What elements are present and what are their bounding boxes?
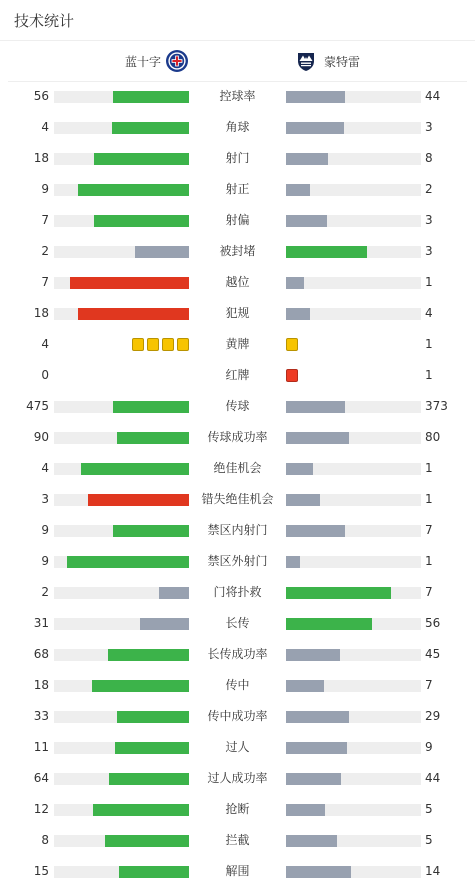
home-bar-fill — [78, 308, 189, 320]
away-bar-track — [286, 184, 421, 196]
stat-row — [0, 732, 475, 763]
stat-row — [0, 763, 475, 794]
stat-label: 长传成功率 — [207, 647, 268, 661]
home-bar-track — [54, 91, 189, 103]
away-bar-track — [286, 153, 421, 165]
away-bar-fill — [286, 618, 372, 630]
away-bar-fill — [286, 587, 391, 599]
away-bar-fill — [286, 680, 324, 692]
home-stat-value: 9 — [41, 182, 49, 196]
stat-label: 黄牌 — [225, 337, 250, 351]
stat-row — [0, 112, 475, 143]
away-stat-value: 29 — [425, 709, 441, 723]
home-bar-fill — [105, 835, 189, 847]
away-bar-track — [286, 742, 421, 754]
stat-row — [0, 856, 475, 887]
away-stat-value: 3 — [425, 120, 433, 134]
away-stat-value: 5 — [425, 802, 433, 816]
stat-label: 角球 — [225, 120, 250, 134]
home-bar-track — [54, 618, 189, 630]
home-bar-track — [54, 494, 189, 506]
away-bar-track — [286, 711, 421, 723]
stat-label: 越位 — [225, 275, 250, 289]
home-bar-track — [54, 184, 189, 196]
home-stat-value: 475 — [26, 399, 49, 413]
home-bar-fill — [117, 711, 189, 723]
home-stat-value: 7 — [41, 275, 49, 289]
away-stat-value: 7 — [425, 523, 433, 537]
stat-label: 长传 — [225, 616, 250, 630]
away-bar-fill — [286, 246, 367, 258]
home-bar-fill — [67, 556, 189, 568]
home-bar-fill — [117, 432, 189, 444]
home-stat-value: 4 — [41, 337, 49, 351]
away-stat-value: 44 — [425, 89, 441, 103]
stat-label: 过人 — [225, 740, 250, 754]
home-stat-value: 11 — [33, 740, 49, 754]
stat-label: 传中 — [225, 678, 250, 692]
away-bar-track — [286, 246, 421, 258]
away-bar-track — [286, 773, 421, 785]
stat-row — [0, 639, 475, 670]
home-bar-fill — [135, 246, 189, 258]
away-bar-track — [286, 432, 421, 444]
away-stat-value: 1 — [425, 275, 433, 289]
home-bar-fill — [112, 122, 189, 134]
monterrey-logo-icon — [294, 49, 318, 73]
away-bar-track — [286, 91, 421, 103]
stat-label: 解围 — [225, 864, 250, 878]
home-stat-value: 8 — [41, 833, 49, 847]
away-bar-fill — [286, 711, 349, 723]
home-stat-value: 18 — [33, 306, 49, 320]
stat-label: 传中成功率 — [207, 709, 268, 723]
home-bar-fill — [115, 742, 189, 754]
stat-label: 红牌 — [225, 368, 250, 382]
stat-row — [0, 546, 475, 577]
away-bar-track — [286, 556, 421, 568]
away-bar-fill — [286, 308, 310, 320]
away-bar-track — [286, 215, 421, 227]
home-bar-fill — [78, 184, 189, 196]
home-stat-value: 9 — [41, 523, 49, 537]
home-bar-track — [54, 432, 189, 444]
stat-row — [0, 484, 475, 515]
stat-label: 过人成功率 — [207, 771, 268, 785]
away-stat-value: 1 — [425, 368, 433, 382]
home-bar-track — [54, 711, 189, 723]
home-stat-value: 2 — [41, 244, 49, 258]
home-stat-value: 31 — [33, 616, 49, 630]
away-bar-fill — [286, 835, 337, 847]
away-stat-value: 45 — [425, 647, 441, 661]
away-stat-value: 1 — [425, 492, 433, 506]
away-stat-value: 7 — [425, 678, 433, 692]
home-stat-value: 18 — [33, 678, 49, 692]
away-stat-value: 9 — [425, 740, 433, 754]
home-bar-track — [54, 401, 189, 413]
home-bar-fill — [119, 866, 189, 878]
stat-row — [0, 577, 475, 608]
home-bar-track — [54, 215, 189, 227]
stat-row — [0, 236, 475, 267]
home-stat-value: 15 — [33, 864, 49, 878]
home-stat-value: 18 — [33, 151, 49, 165]
away-stat-value: 8 — [425, 151, 433, 165]
page-title: 技术统计 — [14, 12, 75, 30]
away-stat-value: 14 — [425, 864, 441, 878]
home-bar-track — [54, 835, 189, 847]
home-bar-fill — [94, 153, 189, 165]
away-bar-fill — [286, 463, 313, 475]
away-stat-value: 3 — [425, 244, 433, 258]
home-bar-track — [54, 308, 189, 320]
away-stat-value: 1 — [425, 554, 433, 568]
stat-row — [0, 391, 475, 422]
away-stat-value: 5 — [425, 833, 433, 847]
stat-row — [0, 329, 475, 360]
away-stat-value: 4 — [425, 306, 433, 320]
stat-label: 门将扑救 — [213, 585, 262, 599]
home-stat-value: 33 — [33, 709, 49, 723]
away-bar-fill — [286, 525, 345, 537]
home-team[interactable] — [125, 41, 189, 81]
home-bar-fill — [88, 494, 189, 506]
away-team-name: 蒙特雷 — [324, 54, 361, 69]
away-bar-track — [286, 835, 421, 847]
yellow-card-icon — [132, 338, 144, 351]
stat-label: 犯规 — [225, 306, 250, 320]
away-bar-track — [286, 866, 421, 878]
home-bar-fill — [113, 401, 189, 413]
away-stat-value: 80 — [425, 430, 441, 444]
home-bar-track — [54, 556, 189, 568]
stat-label: 传球 — [225, 399, 250, 413]
away-bar-fill — [286, 742, 347, 754]
home-bar-fill — [92, 680, 189, 692]
home-bar-fill — [140, 618, 189, 630]
stat-row — [0, 422, 475, 453]
stat-row — [0, 453, 475, 484]
away-bar-fill — [286, 649, 340, 661]
away-bar-track — [286, 525, 421, 537]
away-bar-track — [286, 804, 421, 816]
stat-row — [0, 174, 475, 205]
home-stat-value: 9 — [41, 554, 49, 568]
home-stat-value: 64 — [33, 771, 49, 785]
stat-row — [0, 360, 475, 391]
home-bar-track — [54, 277, 189, 289]
stat-label: 射偏 — [225, 213, 250, 227]
away-bar-track — [286, 463, 421, 475]
away-bar-track — [286, 618, 421, 630]
home-stat-value: 90 — [33, 430, 49, 444]
away-bar-track — [286, 122, 421, 134]
away-stat-value: 373 — [425, 399, 448, 413]
away-stat-value: 56 — [425, 616, 441, 630]
home-bar-track — [54, 122, 189, 134]
home-bar-fill — [159, 587, 189, 599]
home-bar-fill — [108, 649, 189, 661]
home-stat-value: 0 — [41, 368, 49, 382]
away-cards — [286, 369, 298, 382]
red-card-icon — [286, 369, 298, 382]
home-stat-value: 7 — [41, 213, 49, 227]
home-stat-value: 4 — [41, 120, 49, 134]
stat-label: 禁区内射门 — [207, 523, 268, 537]
away-bar-fill — [286, 122, 344, 134]
away-bar-track — [286, 680, 421, 692]
home-bar-track — [54, 463, 189, 475]
away-bar-fill — [286, 432, 349, 444]
home-bar-track — [54, 587, 189, 599]
home-bar-track — [54, 649, 189, 661]
stat-label: 射正 — [225, 182, 250, 196]
away-stat-value: 2 — [425, 182, 433, 196]
home-bar-fill — [70, 277, 189, 289]
stat-row — [0, 267, 475, 298]
stat-row — [0, 81, 475, 112]
home-cards — [132, 338, 189, 351]
home-bar-track — [54, 153, 189, 165]
away-bar-fill — [286, 153, 328, 165]
home-bar-fill — [109, 773, 189, 785]
stat-row — [0, 670, 475, 701]
away-stat-value: 7 — [425, 585, 433, 599]
yellow-card-icon — [286, 338, 298, 351]
away-bar-fill — [286, 277, 304, 289]
home-bar-track — [54, 866, 189, 878]
away-stat-value: 1 — [425, 461, 433, 475]
away-bar-fill — [286, 556, 300, 568]
home-stat-value: 12 — [33, 802, 49, 816]
home-bar-fill — [93, 804, 189, 816]
away-bar-track — [286, 308, 421, 320]
away-bar-track — [286, 494, 421, 506]
home-stat-value: 56 — [33, 89, 49, 103]
teams-header — [0, 41, 475, 81]
away-bar-fill — [286, 401, 345, 413]
home-bar-track — [54, 773, 189, 785]
home-bar-track — [54, 246, 189, 258]
home-stat-value: 68 — [33, 647, 49, 661]
stat-row — [0, 515, 475, 546]
stat-row — [0, 205, 475, 236]
stat-label: 错失绝佳机会 — [201, 492, 274, 506]
home-team-name: 蓝十字 — [124, 54, 161, 69]
stat-row — [0, 794, 475, 825]
away-bar-track — [286, 587, 421, 599]
stat-row — [0, 298, 475, 329]
away-bar-track — [286, 277, 421, 289]
stat-label: 抢断 — [225, 802, 250, 816]
home-bar-track — [54, 525, 189, 537]
stat-label: 传球成功率 — [207, 430, 268, 444]
stat-label: 拦截 — [225, 833, 250, 847]
stat-label: 禁区外射门 — [207, 554, 268, 568]
away-bar-fill — [286, 773, 341, 785]
home-bar-fill — [113, 525, 189, 537]
away-cards — [286, 338, 298, 351]
stat-label: 绝佳机会 — [213, 461, 262, 475]
stat-row — [0, 825, 475, 856]
away-bar-fill — [286, 215, 327, 227]
home-bar-track — [54, 742, 189, 754]
stat-row — [0, 143, 475, 174]
home-bar-fill — [81, 463, 189, 475]
stats-list — [0, 81, 475, 887]
home-stat-value: 2 — [41, 585, 49, 599]
yellow-card-icon — [162, 338, 174, 351]
away-bar-fill — [286, 184, 310, 196]
home-stat-value: 3 — [41, 492, 49, 506]
away-bar-fill — [286, 804, 325, 816]
stat-row — [0, 608, 475, 639]
away-bar-track — [286, 649, 421, 661]
away-stat-value: 3 — [425, 213, 433, 227]
home-bar-track — [54, 804, 189, 816]
yellow-card-icon — [177, 338, 189, 351]
away-bar-fill — [286, 494, 320, 506]
stat-row — [0, 701, 475, 732]
away-stat-value: 1 — [425, 337, 433, 351]
stat-label: 控球率 — [219, 89, 256, 103]
away-team[interactable] — [294, 41, 360, 81]
away-bar-fill — [286, 866, 351, 878]
home-bar-fill — [113, 91, 189, 103]
away-stat-value: 44 — [425, 771, 441, 785]
cruz-azul-logo-icon — [165, 49, 189, 73]
home-bar-fill — [94, 215, 189, 227]
yellow-card-icon — [147, 338, 159, 351]
away-bar-fill — [286, 91, 345, 103]
home-stat-value: 4 — [41, 461, 49, 475]
stat-label: 射门 — [225, 151, 250, 165]
stat-label: 被封堵 — [219, 244, 256, 258]
home-bar-track — [54, 680, 189, 692]
away-bar-track — [286, 401, 421, 413]
